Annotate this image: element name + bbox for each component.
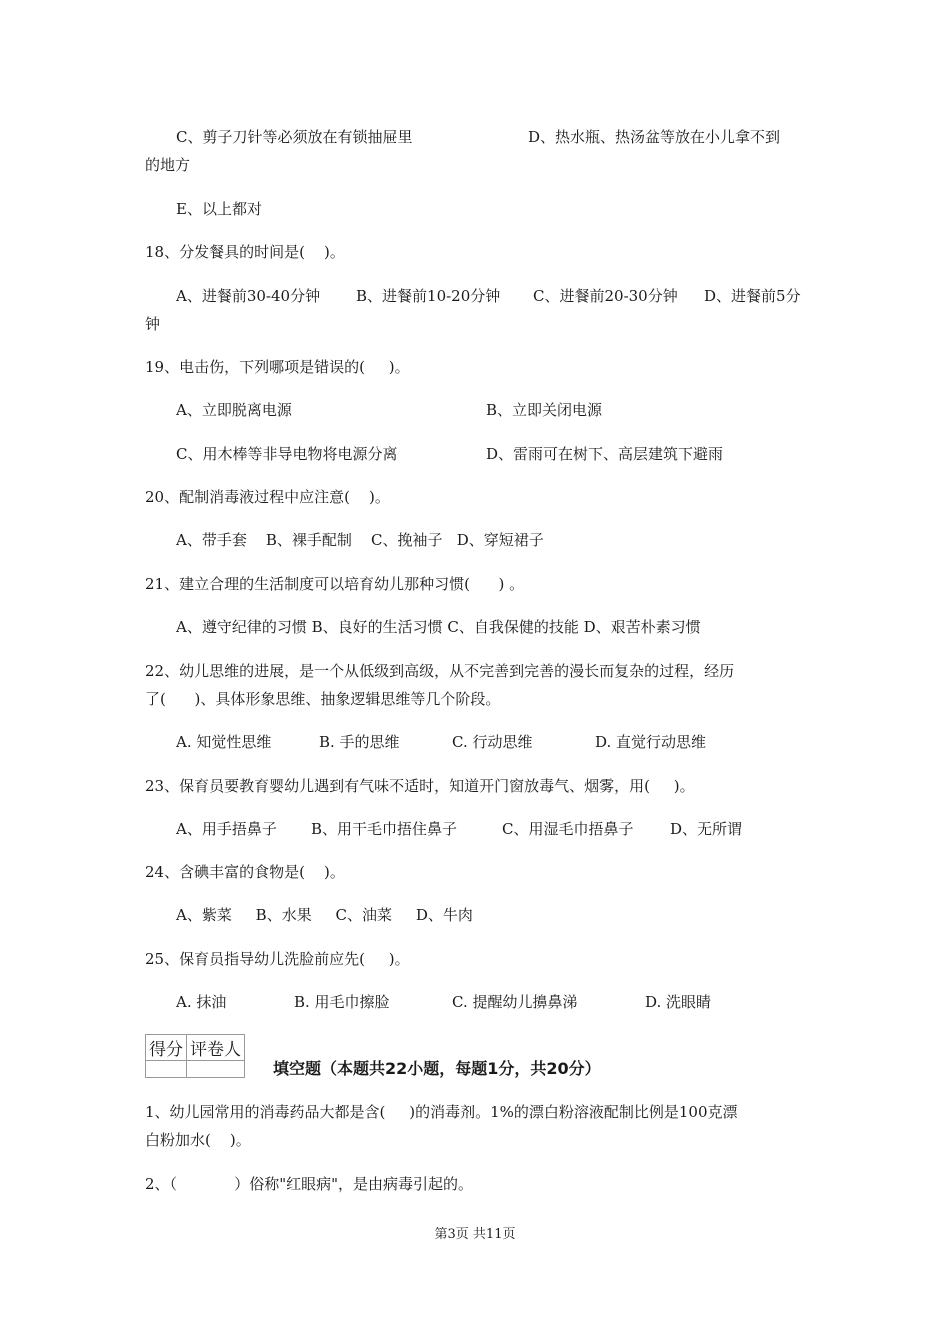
question-24: 24、含碘丰富的食物是( )。	[145, 863, 345, 881]
score-cell	[146, 1061, 187, 1078]
option-17d-cont: 的地方	[145, 156, 191, 174]
options-21: A、遵守纪律的习惯 B、良好的生活习惯 C、自我保健的技能 D、艰苦朴素习惯	[176, 618, 701, 636]
option-17e: E、以上都对	[176, 200, 262, 218]
fill-question-1-cont: 白粉加水( )。	[145, 1131, 251, 1149]
option-23d: D、无所谓	[670, 820, 743, 838]
option-22c: C. 行动思维	[452, 733, 533, 751]
question-19: 19、电击伤，下列哪项是错误的( )。	[145, 358, 410, 376]
score-table	[145, 1034, 245, 1078]
option-19c: C、用木棒等非导电物将电源分离	[176, 445, 398, 463]
question-21: 21、建立合理的生活制度可以培育幼儿那种习惯( ) 。	[145, 575, 525, 593]
option-25b: B. 用毛巾擦脸	[294, 993, 390, 1011]
option-25d: D. 洗眼睛	[645, 993, 712, 1011]
score-label: 得分	[146, 1035, 187, 1061]
option-18d: D、进餐前5分	[704, 287, 801, 305]
option-22b: B. 手的思维	[319, 733, 400, 751]
page-footer: 第3页 共11页	[434, 1227, 516, 1242]
question-25: 25、保育员指导幼儿洗脸前应先( )。	[145, 950, 410, 968]
grader-label: 评卷人	[187, 1035, 245, 1061]
question-23: 23、保育员要教育婴幼儿遇到有气味不适时，知道开门窗放毒气、烟雾，用( )。	[145, 777, 695, 795]
question-20: 20、配制消毒液过程中应注意( )。	[145, 488, 390, 506]
grader-cell	[187, 1061, 245, 1078]
option-19a: A、立即脱离电源	[176, 401, 292, 419]
options-24: A、紫菜 B、水果 C、油菜 D、牛肉	[176, 906, 473, 924]
option-18b: B、进餐前10-20分钟	[356, 287, 501, 305]
option-18a: A、进餐前30-40分钟	[176, 287, 321, 305]
fill-question-1: 1、幼儿园常用的消毒药品大都是含( )的消毒剂。1%的漂白粉溶液配制比例是100克漂	[145, 1103, 738, 1121]
option-17d: D、热水瓶、热汤盆等放在小儿拿不到	[528, 128, 781, 146]
option-22a: A. 知觉性思维	[176, 733, 272, 751]
question-18: 18、分发餐具的时间是( )。	[145, 243, 345, 261]
section-title: 填空题（本题共22小题，每题1分，共20分）	[273, 1059, 601, 1078]
option-22d: D. 直觉行动思维	[595, 733, 707, 751]
fill-question-2: 2、（ ）俗称"红眼病"，是由病毒引起的。	[145, 1175, 474, 1193]
option-25a: A. 抹油	[176, 993, 227, 1011]
option-18c: C、进餐前20-30分钟	[533, 287, 678, 305]
option-23c: C、用湿毛巾捂鼻子	[502, 820, 634, 838]
option-23b: B、用干毛巾捂住鼻子	[311, 820, 458, 838]
option-19b: B、立即关闭电源	[486, 401, 603, 419]
question-22-cont: 了( )、具体形象思维、抽象逻辑思维等几个阶段。	[145, 690, 501, 708]
option-17c: C、剪子刀针等必须放在有锁抽屉里	[176, 128, 413, 146]
option-23a: A、用手捂鼻子	[176, 820, 277, 838]
option-18d-cont: 钟	[145, 315, 161, 333]
options-20: A、带手套 B、裸手配制 C、挽袖子 D、穿短裙子	[176, 531, 544, 549]
option-25c: C. 提醒幼儿擤鼻涕	[452, 993, 578, 1011]
option-19d: D、雷雨可在树下、高层建筑下避雨	[486, 445, 724, 463]
question-22: 22、幼儿思维的进展，是一个从低级到高级，从不完善到完善的漫长而复杂的过程，经历	[145, 662, 735, 680]
